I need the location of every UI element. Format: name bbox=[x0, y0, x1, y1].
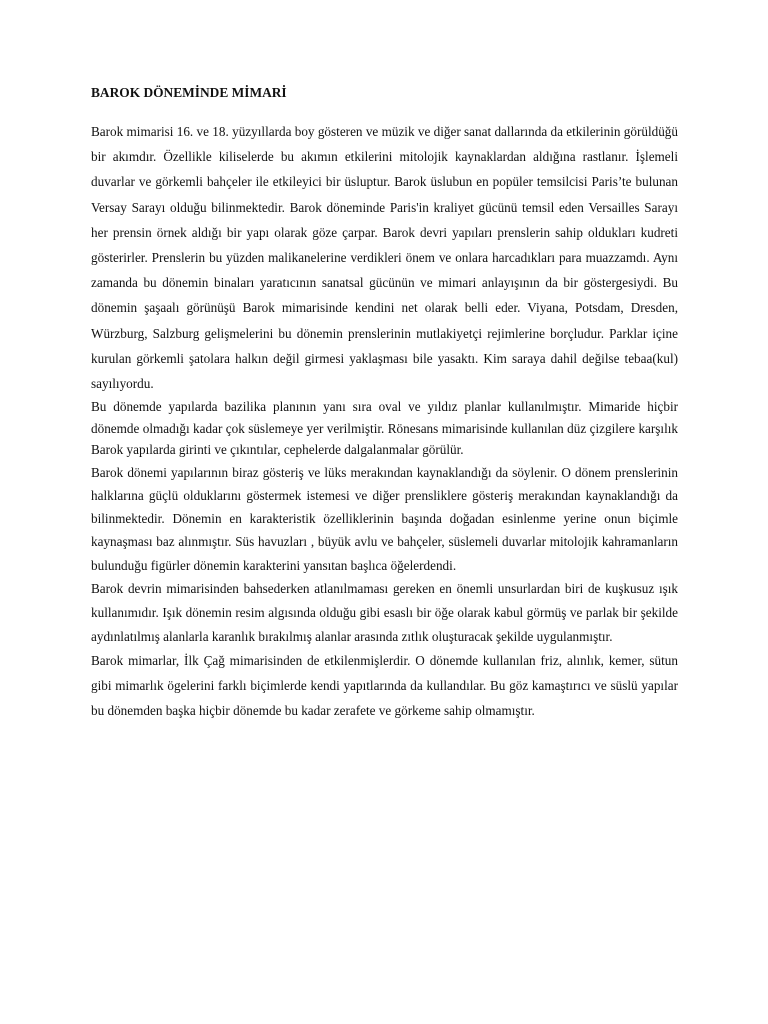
document-title: BAROK DÖNEMİNDE MİMARİ bbox=[91, 85, 287, 100]
document-body bbox=[91, 84, 678, 723]
paragraph-intro: Barok mimarisi 16. ve 18. yüzyıllarda boy gösteren ve müzik ve diğer sanat dallarında da etkilerinin görüldüğü bir akımdır. Özellikle kiliselerde bu akımın etkilerini mitolojik kaynaklardan aldığına rastlanır. İşlemeli duvarlar ve görkemli bahçeler ile etkileyici bir üsluptur. Barok üslubun en popüler temsilcisi Paris’te bulunan Versay Sarayı olduğu bilinmektedir. Barok döneminde Paris'in kraliyet gücünü temsil eden Versailles Sarayı her prensin örnek aldığı bir yapı olarak göze çarpar. Barok devri yapıları prenslerin sahip oldukları kudreti gösterirler. Prenslerin bu yüzden malikanelerine verdikleri önem ve onlara harcadıkları para muazzamdı. Aynı zamanda bu dönemin binaları yaratıcının sanatsal gücünün ve mimari anlayışının da bir göstergesiydi. Bu dönemin şaşaalı görünüşü Barok mimarisinde kendini net olarak belli eder. Viyana, Potsdam, Dresden, Würzburg, Salzburg gelişmelerini bu dönemin prenslerinin mutlakiyetçi rejimlerine borçludur. Parklar içine kurulan görkemli şatolara halkın değil girmesi yaklaşması bile yasaktı. Kim saraya dahil değilse tebaa(kul) sayılıyordu. bbox=[91, 124, 678, 392]
paragraph-luxury: Barok dönemi yapılarının biraz gösteriş ve lüks merakından kaynaklandığı da söylenir. O dönem prenslerinin halklarına güçlü olduklarını göstermek istemesi ve diğer prensliklere gösteriş merakından kaynaklandığı da bilinmektedir. Dönemin en karakteristik özelliklerinin başında doğadan esinlenme yerine onun biçimle kaynaşması baz alınmıştır. Süs havuzları , büyük avlu ve bahçeler, süslemeli duvarlar mitolojik kahramanların bulunduğu figürler dönemin karakterini yansıtan başlıca öğelerdendi. bbox=[91, 464, 678, 573]
paragraph-plans: Bu dönemde yapılarda bazilika planının yanı sıra oval ve yıldız planlar kullanılmıştır. Mimaride hiçbir dönemde olmadığı kadar çok süslemeye yer verilmiştir. Rönesans mimarisinde kullanılan düz çizgilere karşılık Barok yapılarda girinti ve çıkıntılar, cephelerde dalgalanmalar görülür. bbox=[91, 399, 678, 458]
paragraph-antiquity: Barok mimarlar, İlk Çağ mimarisinden de etkilenmişlerdir. O dönemde kullanılan friz, alınlık, kemer, sütun gibi mimarlık ögelerini farklı biçimlerde kendi yapıtlarında da kullandılar. Bu göz kamaştırıcı ve süslü yapılar bu dönemden başka hiçbir dönemde bu kadar zerafete ve görkeme sahip olmamıştır. bbox=[91, 653, 678, 718]
paragraph-light: Barok devrin mimarisinden bahsederken atlanılmaması gereken en önemli unsurlardan biri de kuşkusuz ışık kullanımıdır. Işık dönemin resim algısında olduğu gibi esaslı bir öğe olarak kabul görmüş ve parlak bir şekilde aydınlatılmış alanlarla karanlık bırakılmış alanlar arasında zıtlık oluşturacak şekilde uygulanmıştır. bbox=[91, 580, 678, 645]
